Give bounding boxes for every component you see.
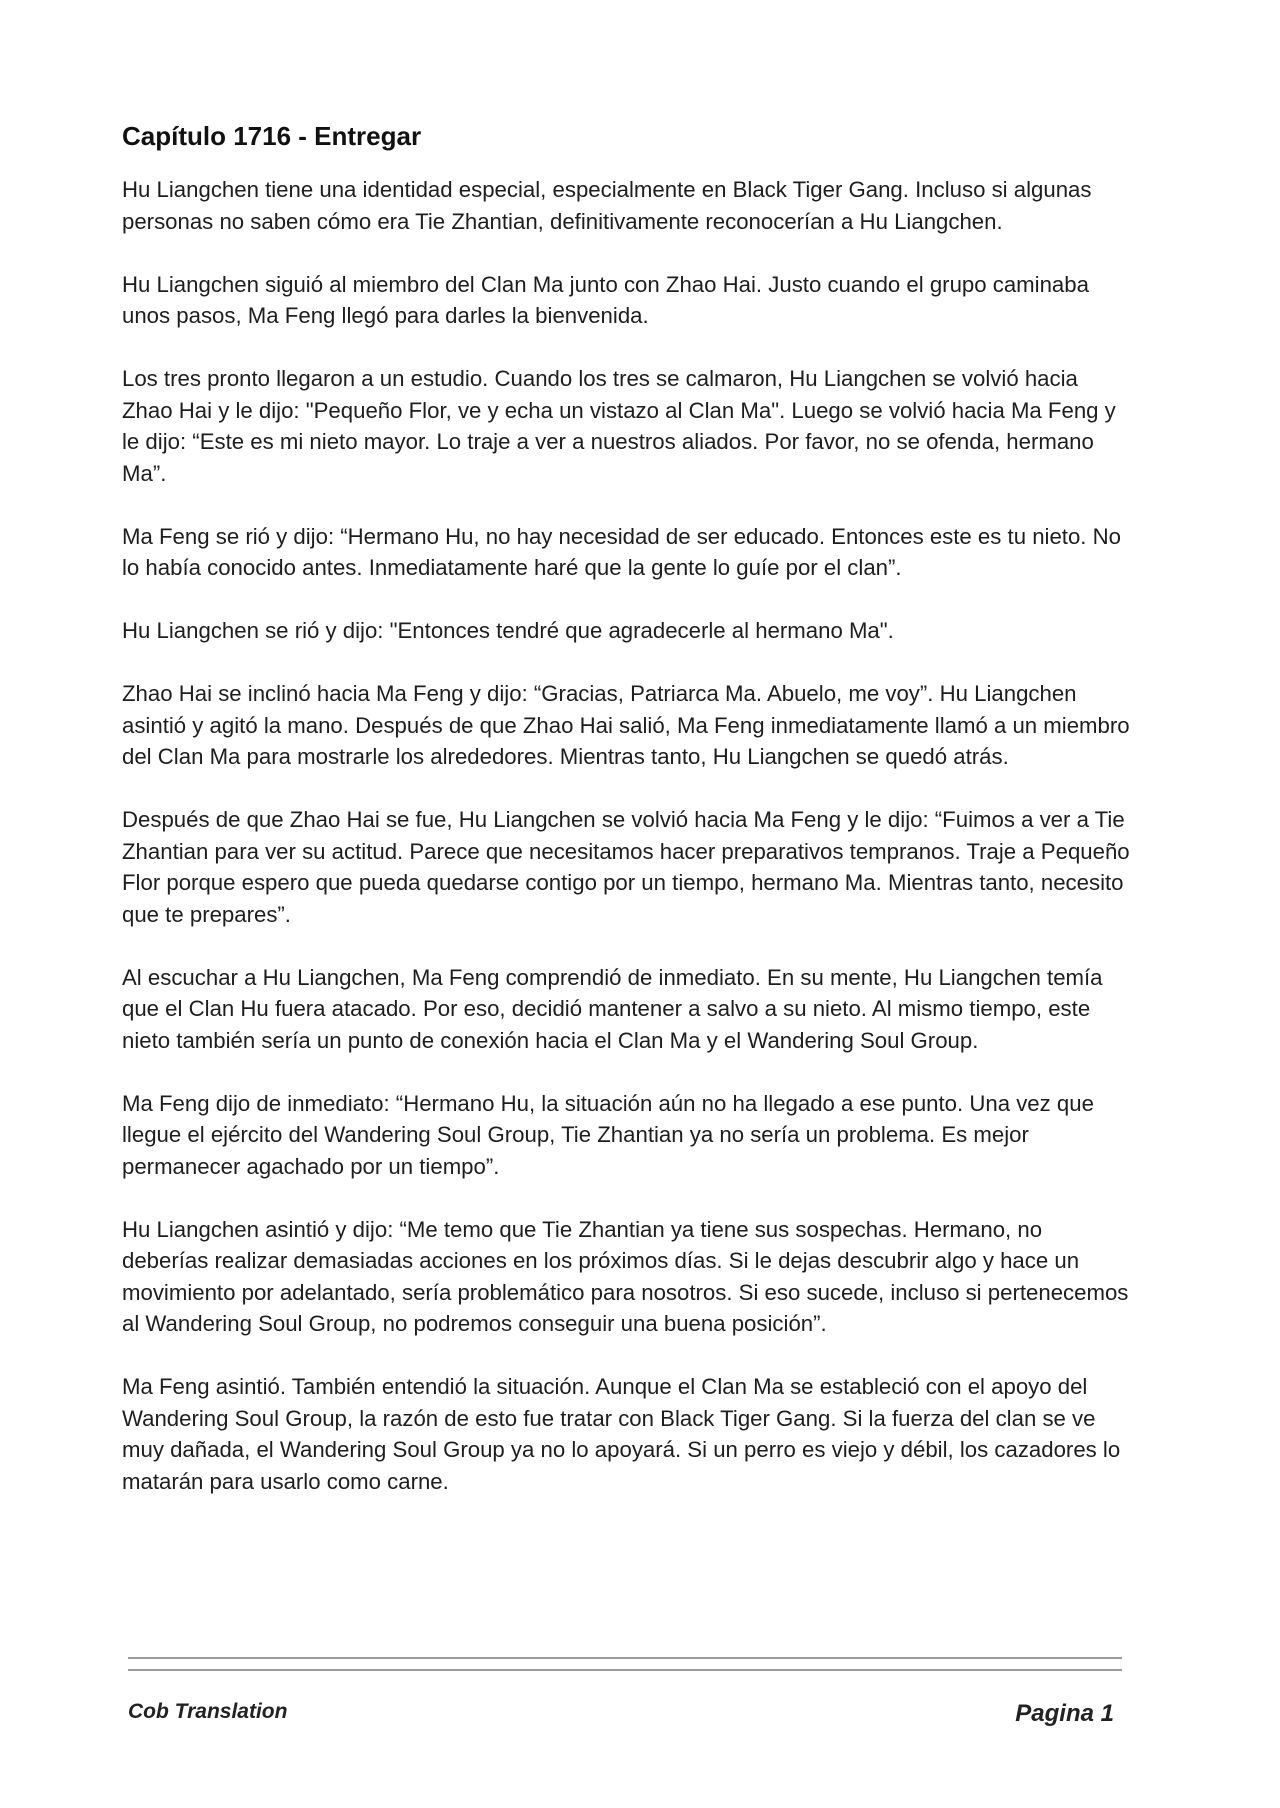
paragraph-1: Hu Liangchen tiene una identidad especial, especialmente en Black Tiger Gang. Incluso si algunas personas no saben cómo era Tie Zhantian, definitivamente reconocerían a Hu Liangchen. <box>122 177 1092 234</box>
paragraph-11: Ma Feng asintió. También entendió la situación. Aunque el Clan Ma se estableció con el apoyo del Wandering Soul Group, la razón de esto fue tratar con Black Tiger Gang. Si la fuerza del clan se ve muy dañada, el Wandering Soul Group ya no lo apoyará. Si un perro es viejo y débil, los cazadores lo matarán para usarlo como carne. <box>122 1374 1121 1494</box>
paragraph-7: Después de que Zhao Hai se fue, Hu Liangchen se volvió hacia Ma Feng y le dijo: “Fuimos a ver a Tie Zhantian para ver su actitud. Parece que necesitamos hacer preparativos tempranos. Traje a Pequeño Flor porque espero que pueda quedarse contigo por un tiempo, hermano Ma. Mientras tanto, necesito que te prepares”. <box>122 807 1130 927</box>
chapter-content <box>122 118 1132 1529</box>
footer-divider-bottom <box>128 1669 1122 1671</box>
paragraph-4: Ma Feng se rió y dijo: “Hermano Hu, no hay necesidad de ser educado. Entonces este es tu nieto. No lo había conocido antes. Inmediatamente haré que la gente lo guíe por el clan”. <box>122 523 1122 580</box>
chapter-title: Capítulo 1716 - Entregar <box>122 121 422 151</box>
paragraph-10: Hu Liangchen asintió y dijo: “Me temo que Tie Zhantian ya tiene sus sospechas. Hermano, no deberías realizar demasiadas acciones en los próximos días. Si le dejas descubrir algo y hace un movimiento por adelantado, sería problemático para nosotros. Si eso sucede, incluso si pertenecemos al Wandering Soul Group, no podremos conseguir una buena posición”. <box>122 1216 1129 1336</box>
footer-divider-top <box>128 1657 1122 1659</box>
paragraph-9: Ma Feng dijo de inmediato: “Hermano Hu, la situación aún no ha llegado a ese punto. Una vez que llegue el ejército del Wandering Soul Group, Tie Zhantian ya no sería un problema. Es mejor permanecer agachado por un tiempo”. <box>122 1090 1094 1179</box>
paragraph-8: Al escuchar a Hu Liangchen, Ma Feng comprendió de inmediato. En su mente, Hu Liangchen temía que el Clan Hu fuera atacado. Por eso, decidió mantener a salvo a su nieto. Al mismo tiempo, este nieto también sería un punto de conexión hacia el Clan Ma y el Wandering Soul Group. <box>122 964 1103 1053</box>
paragraph-5: Hu Liangchen se rió y dijo: "Entonces tendré que agradecerle al hermano Ma". <box>122 618 894 643</box>
footer-page-number: Pagina 1 <box>1015 1700 1114 1727</box>
paragraph-6: Zhao Hai se inclinó hacia Ma Feng y dijo: “Gracias, Patriarca Ma. Abuelo, me voy”. Hu Liangchen asintió y agitó la mano. Después de que Zhao Hai salió, Ma Feng inmediatamente llamó a un miembro del Clan Ma para mostrarle los alrededores. Mientras tanto, Hu Liangchen se quedó atrás. <box>122 681 1130 769</box>
paragraph-3: Los tres pronto llegaron a un estudio. Cuando los tres se calmaron, Hu Liangchen se volvió hacia Zhao Hai y le dijo: "Pequeño Flor, ve y echa un vistazo al Clan Ma". Luego se volvió hacia Ma Feng y le dijo: “Este es mi nieto mayor. Lo traje a ver a nuestros aliados. Por favor, no se ofenda, hermano Ma”. <box>122 366 1116 486</box>
paragraph-2: Hu Liangchen siguió al miembro del Clan Ma junto con Zhao Hai. Justo cuando el grupo caminaba unos pasos, Ma Feng llegó para darles la bienvenida. <box>122 271 1089 328</box>
footer-translator-credit: Cob Translation <box>128 1700 288 1723</box>
